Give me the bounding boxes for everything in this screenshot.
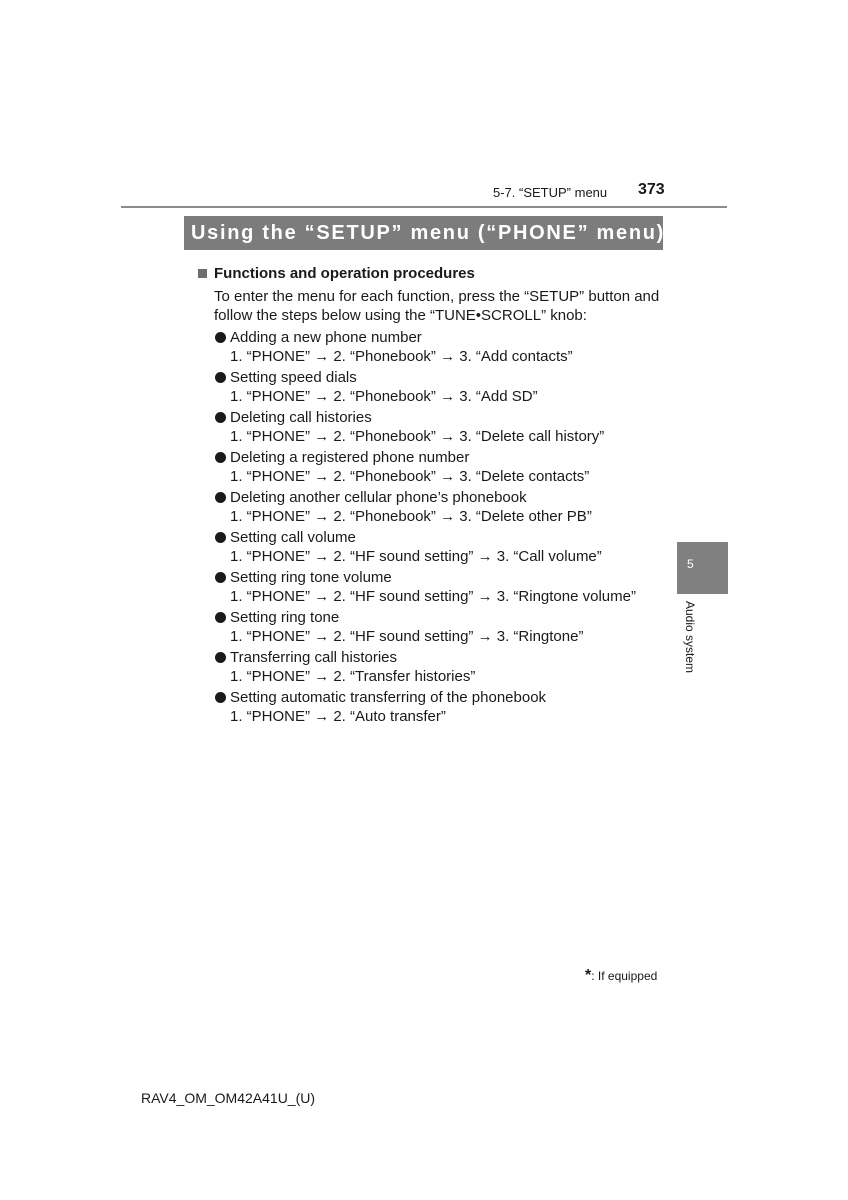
list-item bbox=[215, 447, 668, 487]
round-bullet-icon bbox=[215, 412, 226, 423]
footnote bbox=[585, 968, 657, 984]
list-item-label: Deleting a registered phone number bbox=[230, 448, 470, 466]
function-list bbox=[215, 327, 668, 727]
list-item-label: Setting ring tone bbox=[230, 608, 340, 626]
list-item-heading bbox=[215, 687, 668, 707]
list-item-heading bbox=[215, 447, 668, 467]
list-item bbox=[215, 407, 668, 447]
chapter-label: Audio system bbox=[683, 601, 697, 674]
list-item-heading bbox=[215, 487, 668, 507]
list-item-steps: 1. “PHONE” → 2. “HF sound setting” → 3. “Ringtone” bbox=[230, 628, 584, 645]
round-bullet-icon bbox=[215, 372, 226, 383]
list-item bbox=[215, 567, 668, 607]
list-item-label: Deleting call histories bbox=[230, 408, 372, 426]
list-item-steps: 1. “PHONE” → 2. “HF sound setting” → 3. “Call volume” bbox=[230, 548, 602, 565]
list-item-heading bbox=[215, 367, 668, 387]
round-bullet-icon bbox=[215, 692, 226, 703]
list-item-label: Transferring call histories bbox=[230, 648, 397, 666]
section-heading-text: Functions and operation procedures bbox=[214, 264, 475, 282]
list-item-label: Adding a new phone number bbox=[230, 328, 422, 346]
list-item-label: Deleting another cellular phone’s phonebook bbox=[230, 488, 527, 506]
list-item-heading bbox=[215, 527, 668, 547]
round-bullet-icon bbox=[215, 332, 226, 343]
header-divider bbox=[121, 206, 727, 208]
list-item-heading bbox=[215, 407, 668, 427]
list-item-steps: 1. “PHONE” → 2. “Phonebook” → 3. “Add contacts” bbox=[230, 348, 573, 365]
square-bullet-icon bbox=[198, 269, 207, 278]
list-item-heading bbox=[215, 567, 668, 587]
list-item bbox=[215, 687, 668, 727]
list-item bbox=[215, 367, 668, 407]
list-item-steps: 1. “PHONE” → 2. “HF sound setting” → 3. “Ringtone volume” bbox=[230, 588, 636, 605]
list-item-heading bbox=[215, 327, 668, 347]
list-item-steps: 1. “PHONE” → 2. “Phonebook” → 3. “Delete contacts” bbox=[230, 468, 590, 485]
list-item-label: Setting call volume bbox=[230, 528, 356, 546]
footnote-asterisk-icon: * bbox=[585, 967, 592, 984]
list-item bbox=[215, 327, 668, 367]
title-asterisk-icon: * bbox=[666, 218, 672, 233]
document-code: RAV4_OM_OM42A41U_(U) bbox=[141, 1090, 316, 1106]
list-item-heading bbox=[215, 647, 668, 667]
page-title-bar bbox=[184, 216, 672, 250]
list-item bbox=[215, 487, 668, 527]
round-bullet-icon bbox=[215, 452, 226, 463]
round-bullet-icon bbox=[215, 532, 226, 543]
round-bullet-icon bbox=[215, 572, 226, 583]
round-bullet-icon bbox=[215, 652, 226, 663]
list-item-heading bbox=[215, 607, 668, 627]
footnote-text: : If equipped bbox=[591, 969, 658, 983]
list-item bbox=[215, 607, 668, 647]
list-item-steps: 1. “PHONE” → 2. “Phonebook” → 3. “Delete call history” bbox=[230, 428, 605, 445]
chapter-number: 5 bbox=[687, 557, 694, 571]
page-title: Using the “SETUP” menu (“PHONE” menu) bbox=[191, 222, 666, 244]
chapter-tab bbox=[677, 542, 728, 594]
section-heading bbox=[198, 263, 668, 283]
round-bullet-icon bbox=[215, 612, 226, 623]
list-item bbox=[215, 647, 668, 687]
round-bullet-icon bbox=[215, 492, 226, 503]
main-content bbox=[198, 263, 668, 727]
list-item bbox=[215, 527, 668, 567]
section-intro: To enter the menu for each function, press the “SETUP” button and follow the steps below using the “TUNE•SCROLL” knob: bbox=[214, 288, 660, 324]
list-item-steps: 1. “PHONE” → 2. “Transfer histories” bbox=[230, 668, 476, 685]
list-item-steps: 1. “PHONE” → 2. “Auto transfer” bbox=[230, 708, 446, 725]
list-item-label: Setting ring tone volume bbox=[230, 568, 392, 586]
list-item-label: Setting speed dials bbox=[230, 368, 357, 386]
page-number: 373 bbox=[638, 181, 665, 198]
list-item-steps: 1. “PHONE” → 2. “Phonebook” → 3. “Add SD” bbox=[230, 388, 538, 405]
list-item-steps: 1. “PHONE” → 2. “Phonebook” → 3. “Delete other PB” bbox=[230, 508, 592, 525]
section-title: 5-7. “SETUP” menu bbox=[493, 185, 608, 200]
list-item-label: Setting automatic transferring of the phonebook bbox=[230, 688, 547, 706]
